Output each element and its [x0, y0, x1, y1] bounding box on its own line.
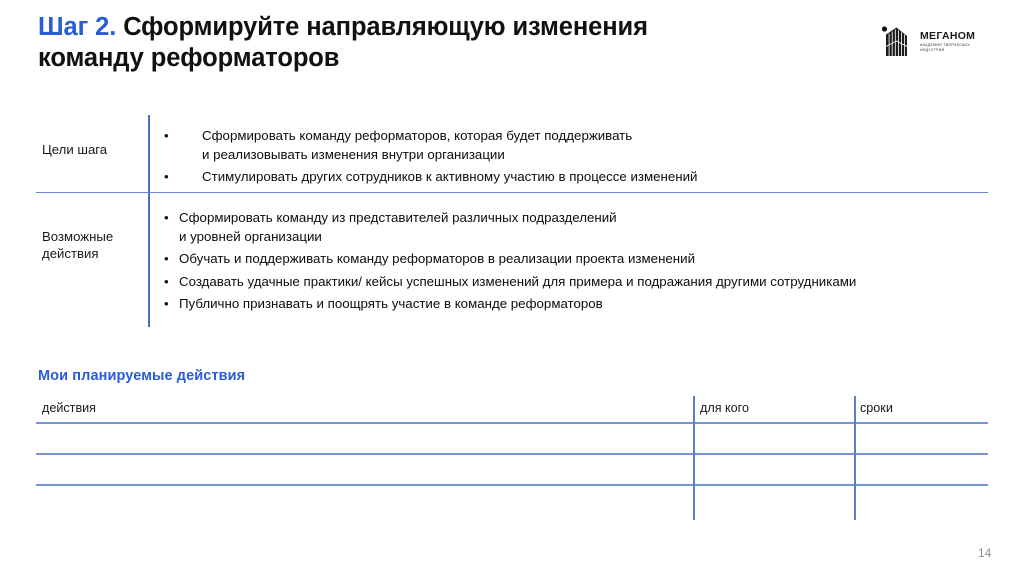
- row-label-line1: Возможные: [42, 229, 114, 244]
- logo-name: МЕГАНОМ: [920, 29, 976, 42]
- plan-row-divider: [36, 453, 988, 455]
- list-item-text: Сформировать команду реформаторов, которая будет поддерживать: [202, 128, 633, 143]
- bullet-glyph: •: [164, 128, 169, 143]
- bullet-glyph: •: [164, 169, 169, 184]
- title-step-label: Шаг 2.: [38, 13, 117, 41]
- bullet-glyph: •: [164, 251, 169, 266]
- bullet-glyph: •: [164, 273, 169, 289]
- page-title: [38, 12, 828, 74]
- bullet-list: [162, 209, 988, 314]
- plan-row-divider: [36, 484, 988, 486]
- row-label-goals: Цели шага: [42, 142, 108, 157]
- list-item: [162, 250, 988, 269]
- list-item: [162, 127, 988, 164]
- bullet-list: [162, 127, 988, 187]
- plan-table: [36, 396, 988, 522]
- list-item: [162, 168, 988, 187]
- plan-column-header-actions: действия: [42, 401, 96, 415]
- building-icon: [880, 25, 914, 59]
- table-row: [36, 193, 988, 318]
- plan-column-header-for-whom: для кого: [700, 401, 749, 415]
- plan-row-divider: [36, 422, 988, 424]
- bullet-glyph: •: [164, 296, 169, 311]
- list-item-continuation: и уровней организации: [179, 228, 322, 244]
- row-content-goals: [148, 113, 988, 191]
- info-table: [36, 113, 988, 318]
- row-label-actions: [36, 193, 148, 262]
- list-item-text: Сформировать команду из представителей различных подразделений: [179, 210, 617, 225]
- list-item-text: Стимулировать других сотрудников к активному участию в процессе изменений: [202, 169, 698, 184]
- logo-subtitle: АКАДЕМИЯ ТВОРЧЕСКИХ ИНДУСТРИЙ: [920, 43, 970, 53]
- list-item-text: Обучать и поддерживать команду реформаторов в реализации проекта изменений: [179, 251, 696, 266]
- row-label-line2: действия: [42, 246, 99, 261]
- bullet-glyph: •: [164, 210, 169, 225]
- list-item-text: Создавать удачные практики/ кейсы успешных изменений для примера и подражания другими сотрудниками: [179, 273, 857, 289]
- list-item-text: Публично признавать и поощрять участие в команде реформаторов: [179, 296, 603, 311]
- row-content-actions: [148, 193, 988, 318]
- page-number: 14: [978, 546, 992, 560]
- table-row: [36, 113, 988, 193]
- list-item-continuation: и реализовывать изменения внутри организации: [202, 146, 505, 162]
- title-main-text: Сформируйте направляющую изменения: [123, 13, 648, 41]
- list-item: [162, 209, 988, 246]
- list-item: [162, 295, 988, 314]
- logo-wordmark: [920, 31, 982, 53]
- plan-column-header-deadline: сроки: [860, 401, 893, 415]
- plan-column-divider: [854, 396, 856, 520]
- plan-column-divider: [693, 396, 695, 520]
- title-second-line: команду реформаторов: [38, 44, 340, 72]
- section-heading-my-actions: Мои планируемые действия: [38, 368, 246, 384]
- list-item: [162, 273, 988, 292]
- brand-logo: [880, 22, 992, 62]
